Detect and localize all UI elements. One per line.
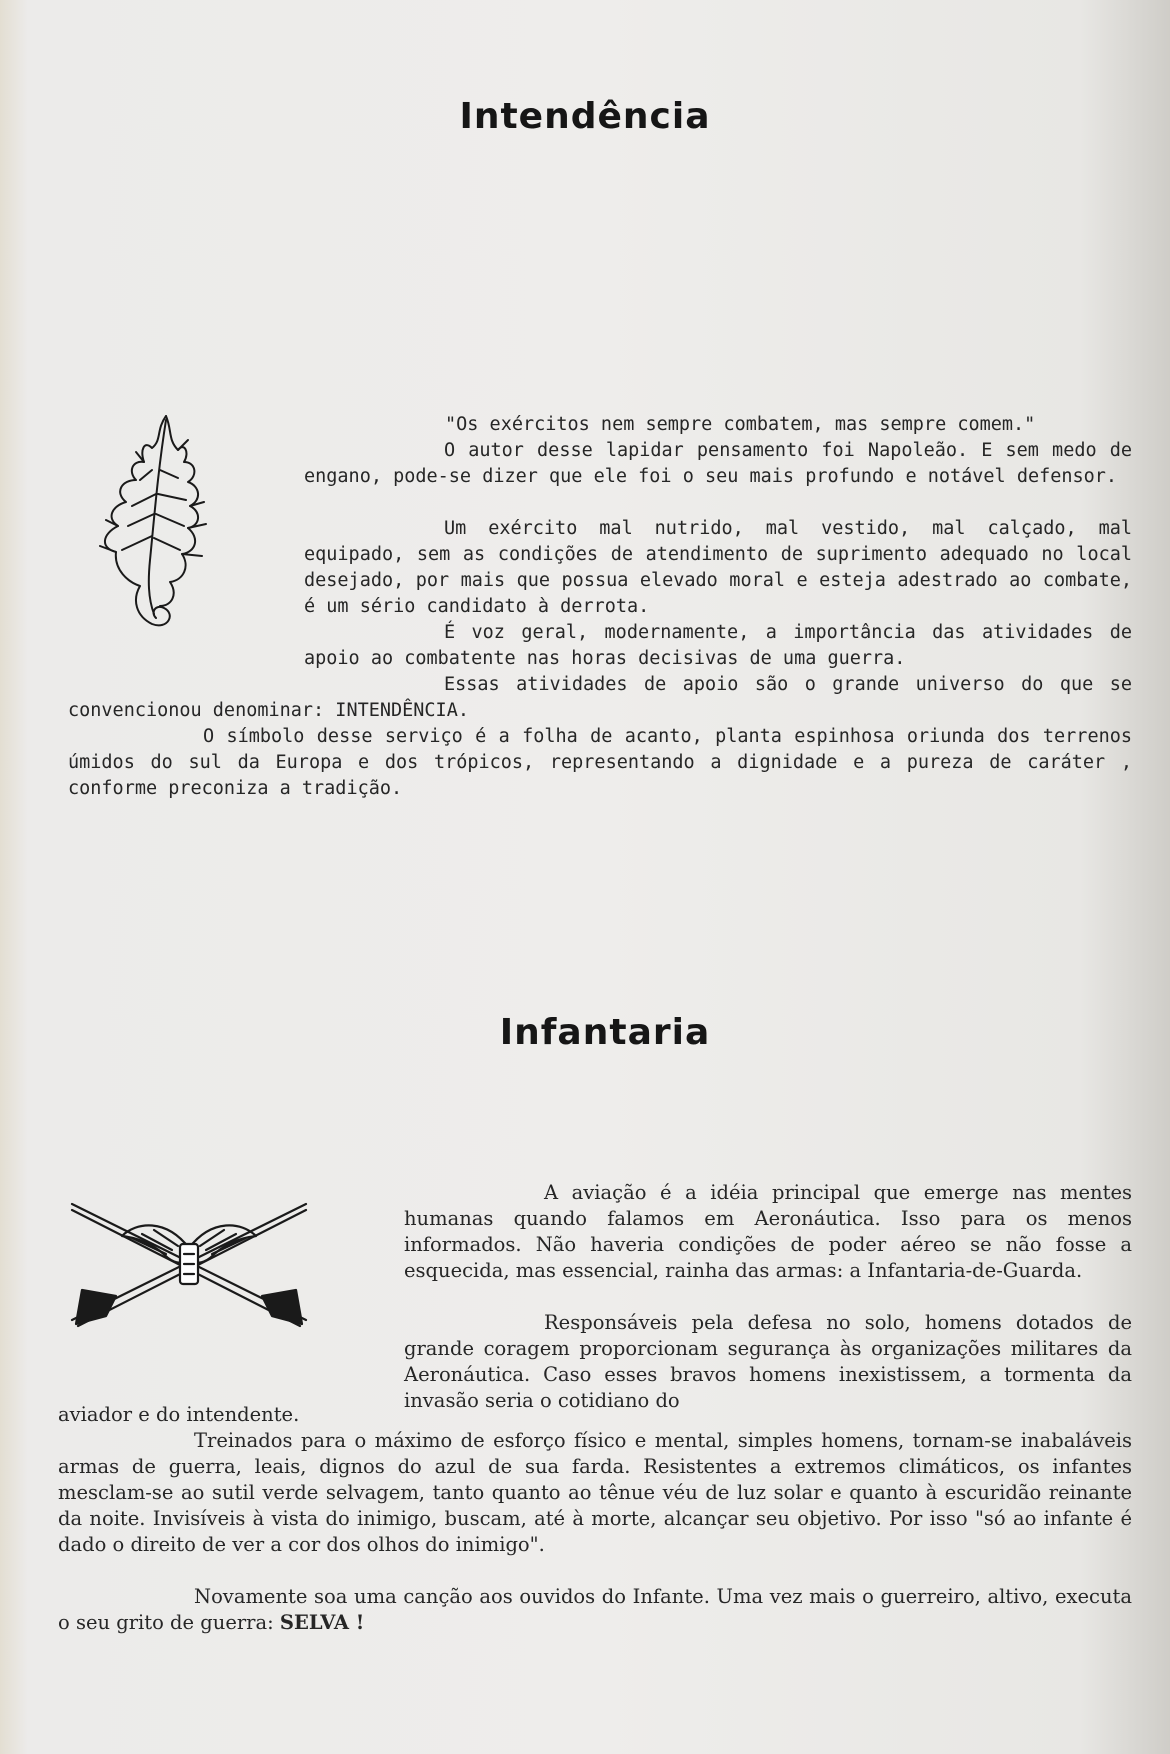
section-title-intendencia: Intendência <box>459 96 711 137</box>
paragraph: O símbolo desse serviço é a folha de acanto, planta espinhosa oriunda dos terrenos úmidos do sul da Europa e dos trópicos, representando a dignidade e a pureza de caráter , conforme preconiza a tradição. <box>68 726 1132 799</box>
crossed-rifles-winged-emblem-icon <box>66 1198 312 1334</box>
paragraph: O autor desse lapidar pensamento foi Napoleão. E sem medo de engano, pode-se dizer que ele foi o seu mais profundo e notável defensor. <box>304 440 1132 487</box>
paragraph-text: Novamente soa uma canção aos ouvidos do Infante. Uma vez mais o guerreiro, altivo, executa o seu grito de guerra: <box>58 1585 1132 1634</box>
paragraph: É voz geral, modernamente, a importância das atividades de apoio ao combatente nas horas decisivas de uma guerra. <box>304 622 1132 669</box>
paragraph: A aviação é a idéia principal que emerge nas mentes humanas quando falamos em Aeronáutica. Isso para os menos informados. Não haveria condições de poder aéreo se não fosse a esquecida, mas essencial, rainha das armas: a Infantaria-de-Guarda. <box>404 1181 1132 1282</box>
paragraph: Treinados para o máximo de esforço físico e mental, simples homens, tornam-se inabaláveis armas de guerra, leais, dignos do azul de sua farda. Resistentes a extremos climáticos, os infantes mesclam-se ao sutil verde selvagem, tanto quanto ao tênue véu de luz solar e quanto à escuridão reinante da noite. Invisíveis à vista do inimigo, buscam, até à morte, alcançar seu objetivo. Por isso "só ao infante é dado o direito de ver a cor dos olhos do inimigo". <box>58 1429 1132 1556</box>
paragraph: Responsáveis pela defesa no solo, homens dotados de grande coragem proporcionam segurança às organizações militares da Aeronáutica. Caso esses bravos homens inexistissem, a tormenta da invasão seria o cotidiano do <box>404 1311 1132 1412</box>
acanthus-leaf-icon <box>92 410 212 638</box>
section-title-infantaria: Infantaria <box>499 1012 711 1053</box>
quote-napoleon: "Os exércitos nem sempre combatem, mas sempre comem." <box>445 414 1036 435</box>
paragraph: aviador e do intendente. <box>58 1403 300 1426</box>
paragraph: Essas atividades de apoio são o grande universo do que se convencionou denominar: INTENDÊNCIA. <box>68 674 1132 721</box>
war-cry: SELVA ! <box>279 1611 365 1634</box>
paragraph <box>58 1584 1132 1636</box>
paragraph: Um exército mal nutrido, mal vestido, mal calçado, mal equipado, sem as condições de atendimento de suprimento adequado no local desejado, por mais que possua elevado moral e esteja adestrado ao combate, é um sério candidato à derrota. <box>304 518 1132 617</box>
